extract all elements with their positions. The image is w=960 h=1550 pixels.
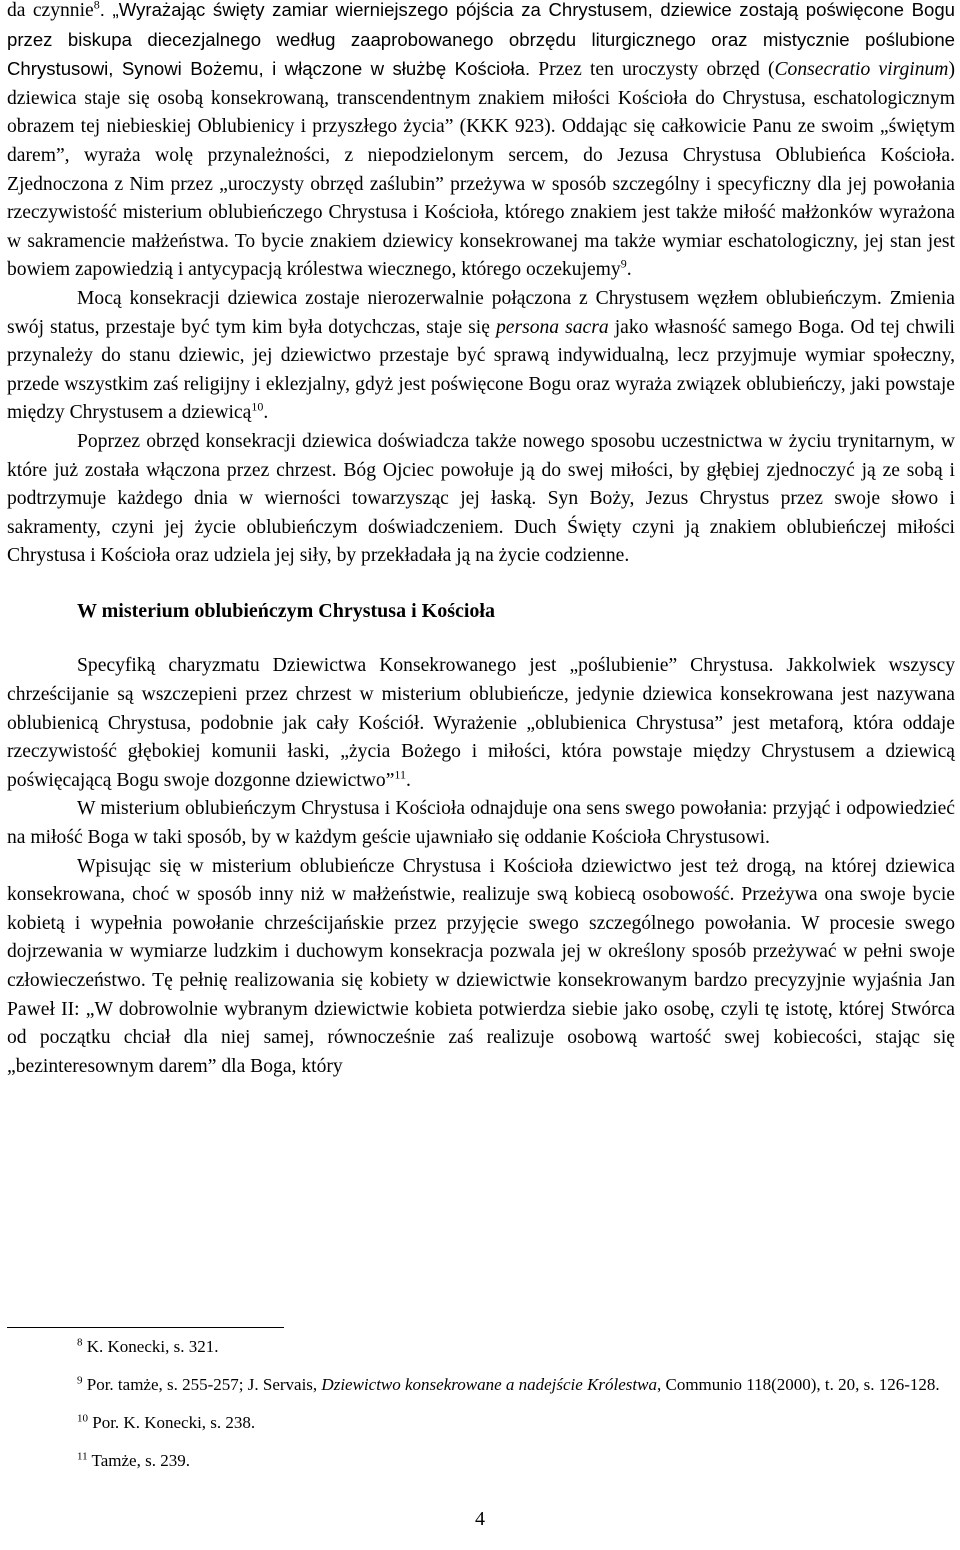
footnote-number: 8 (77, 1336, 83, 1349)
footnote-number: 11 (77, 1450, 88, 1463)
paragraph-2-end: . (263, 402, 269, 424)
footnote-book-title: Dziewictwo konsekrowane a nadejście Królestwa (321, 1375, 657, 1394)
footnote-number: 9 (77, 1374, 83, 1387)
page-number: 4 (475, 1508, 485, 1530)
paragraph-1-start: da czynnie (7, 0, 94, 21)
footnote-10 (7, 1412, 955, 1433)
footnote-9 (7, 1374, 955, 1395)
footnote-ref-10[interactable]: 10 (251, 399, 264, 414)
paragraph-5: W misterium oblubieńczym Chrystusa i Kościoła odnajduje ona sens swego powołania: przyjąć i odpowiedzieć na miłość Boga w taki sposób, by w każdym geście ujawniało się oddanie Kościoła Chrystusowi. (7, 798, 955, 849)
footnote-separator (7, 1327, 284, 1328)
footnote-number: 10 (77, 1412, 88, 1425)
paragraph-1-body: ) dziewica staje się osobą konsekrowaną, transcendentnym znakiem miłości Kościoła do Chrystusa, eschatologicznym obrazem tej niebieskiej Oblubienicy i przyszłego życia” (KKK 923). Oddając się całkowicie Panu ze swoim „świętym darem”, wyraża wolę przynależności, z niepodzielonym sercem, do Jezusa Chrystusa Oblubieńca Kościoła. Zjednoczona z Nim przez „uroczysty obrzęd zaślubin” przeżywa w sposób szczególny i specyficzny dla jej powołania rzeczywistość misterium oblubieńczego Chrystusa i Kościoła, którego znakiem jest także miłość małżonków wyrażona w sakramencie małżeństwa. To bycie znakiem dziewicy konsekrowanej ma także wymiar eschatologiczny, jej stan jest bowiem zapowiedzią i antycypacją królestwa wiecznego, którego oczekujemy (7, 59, 955, 281)
body-text (7, 0, 955, 1081)
paragraph-4 (7, 652, 955, 795)
footnote-text: K. Konecki, s. 321. (82, 1337, 219, 1356)
paragraph-6: Wpisując się w misterium oblubieńcze Chrystusa i Kościoła dziewictwo jest też drogą, na której dziewica konsekrowana, choć w sposób inny niż w małżeństwie, realizuje swą kobiecą osobowość. Przeżywa ona swoje bycie kobietą i wypełnia powołanie chrześcijańskie przez przyjęcie swego szczególnego powołania. W procesie swego dojrzewania w wymiarze ludzkim i duchowym konsekracja pozwala jej w określony sposób przeżywać w pełni swoje człowieczeństwo. Tę pełnię realizowania się kobiety w dziewictwie konsekrowanym bardzo precyzyjnie wyjaśnia Jan Paweł II: „W dobrowolnie wybranym dziewictwie kobieta potwierdza siebie jako osobę, czyli tę istotę, której Stwórca od początku chciał dla niej samej, równocześnie zaś realizuje osobową wartość swej kobiecości, stając się „bezinteresownym darem” dla Boga, który (7, 855, 955, 1077)
paragraph-1-quote: . „Wyrażając święty zamiar wierniejszego pójścia za Chrystusem, dziewice zostają poświęcone Bogu przez biskupa diecezjalnego według zaaprobowanego obrzędu liturgicznego oraz mistycznie poślubione Chrystusowi, Synowi Bożemu, i włączone w służbę Kościoła. (7, 0, 955, 80)
paragraph-2-body: jako własność samego Boga. Od tej chwili przynależy do stanu dziewic, jej dziewictwo przestaje być sprawą indywidualną, lecz przyjmuje wymiar społeczny, przede wszystkim zaś religijny i eklezjalny, gdyż jest poświęcone Bogu oraz wyraża związek oblubieńczy, jaki powstaje między Chrystusem a dziewicą (7, 316, 955, 424)
footnotes (7, 1336, 955, 1488)
footnote-ref-9[interactable]: 9 (620, 256, 627, 271)
paragraph-2-start: Mocą konsekracji dziewica zostaje nierozerwalnie połączona z Chrystusem węzłem oblubieńczym. Zmienia swój status, przestaje być tym kim była dotychczas, staje się (7, 287, 955, 338)
footnote-text: Tamże, s. 239. (87, 1451, 190, 1470)
paragraph-3: Poprzez obrzęd konsekracji dziewica doświadcza także nowego sposobu uczestnictwa w życiu trynitarnym, w które już została włączona przez chrzest. Bóg Ojciec powołuje ją do swej miłości, by głębiej zjednoczyć ją ze sobą i podtrzymuje każdego dnia w wierności towarzysząc jej łaską. Syn Boży, Jezus Chrystus przez swoje słowo i sakramenty, czyni jej życie oblubieńczym doświadczeniem. Duch Święty czyni ją znakiem oblubieńczej miłości Chrystusa i Kościoła oraz udziela jej siły, by przekładała ją na życie codzienne. (7, 430, 955, 567)
paragraph-1-cont: Przez ten uroczysty obrzęd ( (530, 59, 775, 81)
latin-term: Consecratio virginum (774, 59, 949, 81)
persona-sacra-term: persona sacra (495, 316, 609, 338)
footnote-ref-11[interactable]: 11 (394, 767, 406, 782)
footnote-8 (7, 1336, 955, 1357)
paragraph-4-body: Specyfiką charyzmatu Dziewictwa Konsekrowanego jest „poślubienie” Chrystusa. Jakkolwiek wszyscy chrześcijanie są wszczepieni przez chrzest w misterium oblubieńcze, jedynie dziewica konsekrowana jest nazywana oblubienicą Chrystusa, podobnie jak cały Kościół. Wyrażenie „oblubienica Chrystusa” jest metaforą, która oddaje rzeczywistość głębokiej komunii łaski, „życia Bożego i miłości, która powstaje między Chrystusem a dziewicą poświęcającą Bogu swoje dozgonne dziewictwo” (7, 655, 955, 791)
section-heading: W misterium oblubieńczym Chrystusa i Kościoła (77, 599, 495, 622)
paragraph-2 (7, 285, 955, 428)
footnote-ref-8[interactable]: 8 (93, 0, 100, 12)
paragraph-1 (7, 0, 955, 285)
footnote-text: Por. tamże, s. 255-257; J. Servais, (82, 1375, 322, 1394)
paragraph-1-end: . (626, 259, 632, 281)
paragraph-4-end: . (405, 769, 411, 791)
footnote-11 (7, 1450, 955, 1471)
footnote-text: Por. K. Konecki, s. 238. (88, 1413, 256, 1432)
footnote-text-after: , Communio 118(2000), t. 20, s. 126-128. (656, 1375, 940, 1394)
